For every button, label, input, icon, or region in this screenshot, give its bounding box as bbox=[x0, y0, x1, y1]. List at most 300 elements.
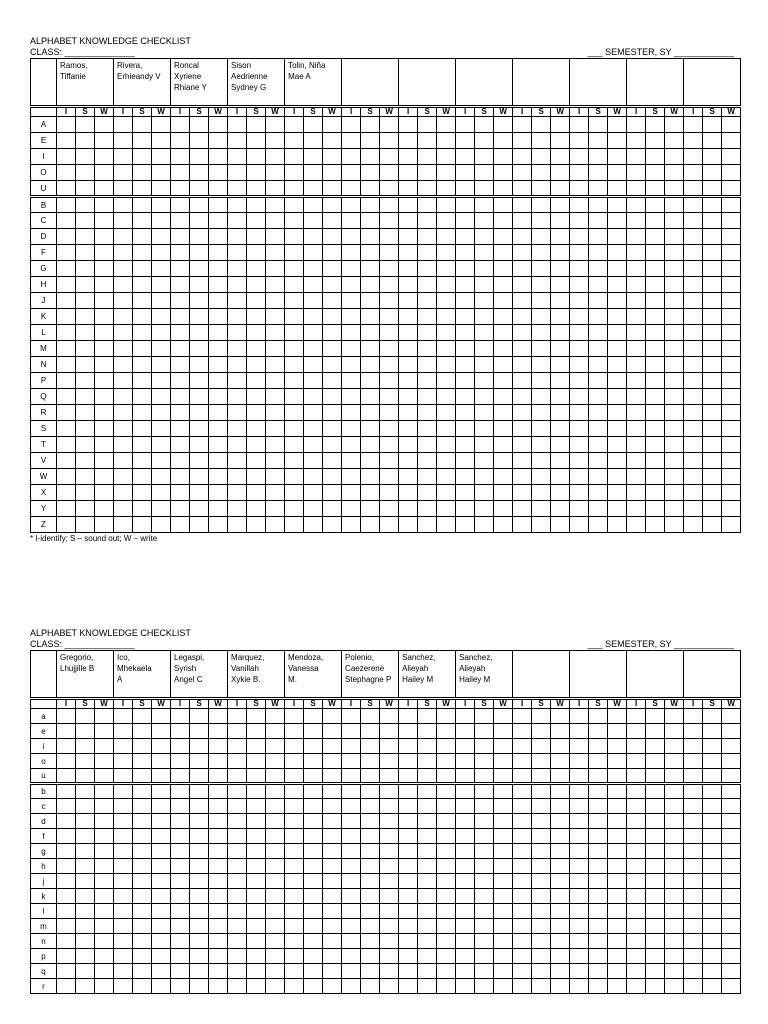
check-cell[interactable] bbox=[209, 949, 228, 964]
check-cell[interactable] bbox=[342, 724, 361, 739]
check-cell[interactable] bbox=[133, 165, 152, 181]
check-cell[interactable] bbox=[418, 373, 437, 389]
check-cell[interactable] bbox=[608, 341, 627, 357]
check-cell[interactable] bbox=[532, 293, 551, 309]
check-cell[interactable] bbox=[646, 165, 665, 181]
check-cell[interactable] bbox=[494, 784, 513, 799]
check-cell[interactable] bbox=[304, 501, 323, 517]
check-cell[interactable] bbox=[76, 325, 95, 341]
check-cell[interactable] bbox=[684, 859, 703, 874]
check-cell[interactable] bbox=[475, 949, 494, 964]
check-cell[interactable] bbox=[228, 501, 247, 517]
check-cell[interactable] bbox=[589, 829, 608, 844]
check-cell[interactable] bbox=[399, 309, 418, 325]
check-cell[interactable] bbox=[589, 919, 608, 934]
check-cell[interactable] bbox=[228, 309, 247, 325]
check-cell[interactable] bbox=[608, 949, 627, 964]
check-cell[interactable] bbox=[684, 405, 703, 421]
check-cell[interactable] bbox=[266, 979, 285, 994]
check-cell[interactable] bbox=[418, 245, 437, 261]
check-cell[interactable] bbox=[361, 501, 380, 517]
check-cell[interactable] bbox=[323, 485, 342, 501]
check-cell[interactable] bbox=[551, 724, 570, 739]
check-cell[interactable] bbox=[228, 213, 247, 229]
check-cell[interactable] bbox=[152, 724, 171, 739]
check-cell[interactable] bbox=[266, 469, 285, 485]
check-cell[interactable] bbox=[494, 405, 513, 421]
check-cell[interactable] bbox=[665, 799, 684, 814]
check-cell[interactable] bbox=[266, 844, 285, 859]
check-cell[interactable] bbox=[437, 964, 456, 979]
check-cell[interactable] bbox=[152, 469, 171, 485]
check-cell[interactable] bbox=[627, 117, 646, 133]
check-cell[interactable] bbox=[589, 389, 608, 405]
check-cell[interactable] bbox=[171, 117, 190, 133]
check-cell[interactable] bbox=[152, 949, 171, 964]
check-cell[interactable] bbox=[456, 784, 475, 799]
check-cell[interactable] bbox=[152, 181, 171, 197]
check-cell[interactable] bbox=[399, 979, 418, 994]
check-cell[interactable] bbox=[494, 421, 513, 437]
check-cell[interactable] bbox=[57, 814, 76, 829]
check-cell[interactable] bbox=[247, 517, 266, 533]
check-cell[interactable] bbox=[57, 357, 76, 373]
check-cell[interactable] bbox=[570, 769, 589, 784]
check-cell[interactable] bbox=[171, 799, 190, 814]
check-cell[interactable] bbox=[437, 739, 456, 754]
check-cell[interactable] bbox=[627, 181, 646, 197]
check-cell[interactable] bbox=[76, 357, 95, 373]
check-cell[interactable] bbox=[171, 949, 190, 964]
check-cell[interactable] bbox=[589, 799, 608, 814]
check-cell[interactable] bbox=[171, 889, 190, 904]
check-cell[interactable] bbox=[380, 437, 399, 453]
check-cell[interactable] bbox=[722, 829, 741, 844]
check-cell[interactable] bbox=[95, 149, 114, 165]
check-cell[interactable] bbox=[361, 341, 380, 357]
check-cell[interactable] bbox=[399, 453, 418, 469]
check-cell[interactable] bbox=[494, 919, 513, 934]
check-cell[interactable] bbox=[418, 724, 437, 739]
check-cell[interactable] bbox=[494, 309, 513, 325]
check-cell[interactable] bbox=[171, 934, 190, 949]
check-cell[interactable] bbox=[171, 964, 190, 979]
check-cell[interactable] bbox=[399, 149, 418, 165]
check-cell[interactable] bbox=[95, 245, 114, 261]
check-cell[interactable] bbox=[570, 844, 589, 859]
check-cell[interactable] bbox=[304, 904, 323, 919]
check-cell[interactable] bbox=[323, 181, 342, 197]
check-cell[interactable] bbox=[152, 293, 171, 309]
check-cell[interactable] bbox=[608, 934, 627, 949]
check-cell[interactable] bbox=[304, 389, 323, 405]
check-cell[interactable] bbox=[323, 117, 342, 133]
check-cell[interactable] bbox=[285, 245, 304, 261]
check-cell[interactable] bbox=[266, 859, 285, 874]
check-cell[interactable] bbox=[456, 405, 475, 421]
check-cell[interactable] bbox=[494, 133, 513, 149]
check-cell[interactable] bbox=[475, 814, 494, 829]
check-cell[interactable] bbox=[323, 469, 342, 485]
check-cell[interactable] bbox=[399, 261, 418, 277]
check-cell[interactable] bbox=[285, 325, 304, 341]
check-cell[interactable] bbox=[171, 293, 190, 309]
check-cell[interactable] bbox=[95, 934, 114, 949]
check-cell[interactable] bbox=[247, 501, 266, 517]
check-cell[interactable] bbox=[532, 964, 551, 979]
check-cell[interactable] bbox=[247, 964, 266, 979]
check-cell[interactable] bbox=[190, 117, 209, 133]
check-cell[interactable] bbox=[304, 485, 323, 501]
check-cell[interactable] bbox=[608, 325, 627, 341]
check-cell[interactable] bbox=[285, 859, 304, 874]
check-cell[interactable] bbox=[285, 437, 304, 453]
check-cell[interactable] bbox=[627, 934, 646, 949]
check-cell[interactable] bbox=[209, 357, 228, 373]
check-cell[interactable] bbox=[95, 421, 114, 437]
check-cell[interactable] bbox=[722, 197, 741, 213]
check-cell[interactable] bbox=[532, 769, 551, 784]
check-cell[interactable] bbox=[171, 979, 190, 994]
check-cell[interactable] bbox=[114, 784, 133, 799]
check-cell[interactable] bbox=[418, 859, 437, 874]
check-cell[interactable] bbox=[342, 814, 361, 829]
check-cell[interactable] bbox=[646, 485, 665, 501]
check-cell[interactable] bbox=[76, 501, 95, 517]
check-cell[interactable] bbox=[285, 469, 304, 485]
check-cell[interactable] bbox=[684, 293, 703, 309]
check-cell[interactable] bbox=[513, 964, 532, 979]
check-cell[interactable] bbox=[532, 181, 551, 197]
check-cell[interactable] bbox=[114, 165, 133, 181]
check-cell[interactable] bbox=[57, 769, 76, 784]
check-cell[interactable] bbox=[247, 181, 266, 197]
check-cell[interactable] bbox=[361, 469, 380, 485]
check-cell[interactable] bbox=[627, 421, 646, 437]
check-cell[interactable] bbox=[665, 133, 684, 149]
check-cell[interactable] bbox=[532, 739, 551, 754]
check-cell[interactable] bbox=[722, 117, 741, 133]
check-cell[interactable] bbox=[76, 979, 95, 994]
check-cell[interactable] bbox=[209, 437, 228, 453]
check-cell[interactable] bbox=[190, 517, 209, 533]
check-cell[interactable] bbox=[228, 739, 247, 754]
check-cell[interactable] bbox=[418, 469, 437, 485]
check-cell[interactable] bbox=[665, 517, 684, 533]
check-cell[interactable] bbox=[190, 373, 209, 389]
check-cell[interactable] bbox=[551, 389, 570, 405]
check-cell[interactable] bbox=[589, 325, 608, 341]
check-cell[interactable] bbox=[361, 859, 380, 874]
check-cell[interactable] bbox=[399, 373, 418, 389]
check-cell[interactable] bbox=[171, 341, 190, 357]
check-cell[interactable] bbox=[57, 709, 76, 724]
check-cell[interactable] bbox=[722, 769, 741, 784]
check-cell[interactable] bbox=[475, 874, 494, 889]
check-cell[interactable] bbox=[133, 373, 152, 389]
check-cell[interactable] bbox=[513, 754, 532, 769]
check-cell[interactable] bbox=[361, 325, 380, 341]
check-cell[interactable] bbox=[247, 754, 266, 769]
check-cell[interactable] bbox=[380, 133, 399, 149]
check-cell[interactable] bbox=[323, 874, 342, 889]
check-cell[interactable] bbox=[133, 709, 152, 724]
check-cell[interactable] bbox=[342, 325, 361, 341]
check-cell[interactable] bbox=[133, 437, 152, 453]
check-cell[interactable] bbox=[551, 844, 570, 859]
check-cell[interactable] bbox=[342, 245, 361, 261]
check-cell[interactable] bbox=[551, 341, 570, 357]
check-cell[interactable] bbox=[570, 437, 589, 453]
check-cell[interactable] bbox=[209, 117, 228, 133]
check-cell[interactable] bbox=[114, 421, 133, 437]
check-cell[interactable] bbox=[608, 261, 627, 277]
check-cell[interactable] bbox=[95, 453, 114, 469]
check-cell[interactable] bbox=[456, 739, 475, 754]
check-cell[interactable] bbox=[247, 453, 266, 469]
check-cell[interactable] bbox=[304, 919, 323, 934]
check-cell[interactable] bbox=[665, 829, 684, 844]
check-cell[interactable] bbox=[228, 859, 247, 874]
check-cell[interactable] bbox=[494, 485, 513, 501]
check-cell[interactable] bbox=[494, 181, 513, 197]
check-cell[interactable] bbox=[551, 197, 570, 213]
check-cell[interactable] bbox=[437, 485, 456, 501]
check-cell[interactable] bbox=[228, 437, 247, 453]
check-cell[interactable] bbox=[57, 799, 76, 814]
check-cell[interactable] bbox=[95, 739, 114, 754]
check-cell[interactable] bbox=[570, 389, 589, 405]
check-cell[interactable] bbox=[646, 437, 665, 453]
check-cell[interactable] bbox=[266, 949, 285, 964]
check-cell[interactable] bbox=[722, 724, 741, 739]
check-cell[interactable] bbox=[76, 245, 95, 261]
check-cell[interactable] bbox=[190, 197, 209, 213]
check-cell[interactable] bbox=[323, 245, 342, 261]
check-cell[interactable] bbox=[646, 341, 665, 357]
check-cell[interactable] bbox=[323, 293, 342, 309]
check-cell[interactable] bbox=[304, 874, 323, 889]
check-cell[interactable] bbox=[608, 213, 627, 229]
check-cell[interactable] bbox=[608, 357, 627, 373]
check-cell[interactable] bbox=[171, 814, 190, 829]
check-cell[interactable] bbox=[570, 754, 589, 769]
check-cell[interactable] bbox=[665, 213, 684, 229]
check-cell[interactable] bbox=[133, 229, 152, 245]
check-cell[interactable] bbox=[513, 799, 532, 814]
check-cell[interactable] bbox=[304, 859, 323, 874]
check-cell[interactable] bbox=[665, 724, 684, 739]
check-cell[interactable] bbox=[152, 904, 171, 919]
check-cell[interactable] bbox=[266, 919, 285, 934]
check-cell[interactable] bbox=[513, 245, 532, 261]
check-cell[interactable] bbox=[570, 979, 589, 994]
check-cell[interactable] bbox=[513, 421, 532, 437]
check-cell[interactable] bbox=[114, 325, 133, 341]
check-cell[interactable] bbox=[209, 133, 228, 149]
check-cell[interactable] bbox=[665, 814, 684, 829]
check-cell[interactable] bbox=[228, 517, 247, 533]
check-cell[interactable] bbox=[95, 373, 114, 389]
check-cell[interactable] bbox=[171, 277, 190, 293]
check-cell[interactable] bbox=[304, 197, 323, 213]
check-cell[interactable] bbox=[95, 389, 114, 405]
check-cell[interactable] bbox=[380, 769, 399, 784]
check-cell[interactable] bbox=[114, 149, 133, 165]
check-cell[interactable] bbox=[437, 197, 456, 213]
check-cell[interactable] bbox=[209, 724, 228, 739]
check-cell[interactable] bbox=[190, 754, 209, 769]
check-cell[interactable] bbox=[190, 889, 209, 904]
check-cell[interactable] bbox=[152, 874, 171, 889]
check-cell[interactable] bbox=[133, 293, 152, 309]
check-cell[interactable] bbox=[266, 389, 285, 405]
check-cell[interactable] bbox=[361, 904, 380, 919]
check-cell[interactable] bbox=[475, 859, 494, 874]
check-cell[interactable] bbox=[228, 799, 247, 814]
check-cell[interactable] bbox=[703, 739, 722, 754]
check-cell[interactable] bbox=[342, 949, 361, 964]
check-cell[interactable] bbox=[703, 421, 722, 437]
check-cell[interactable] bbox=[152, 784, 171, 799]
check-cell[interactable] bbox=[342, 799, 361, 814]
check-cell[interactable] bbox=[361, 517, 380, 533]
check-cell[interactable] bbox=[456, 309, 475, 325]
check-cell[interactable] bbox=[342, 309, 361, 325]
check-cell[interactable] bbox=[532, 117, 551, 133]
check-cell[interactable] bbox=[570, 709, 589, 724]
check-cell[interactable] bbox=[684, 277, 703, 293]
check-cell[interactable] bbox=[608, 197, 627, 213]
check-cell[interactable] bbox=[285, 904, 304, 919]
check-cell[interactable] bbox=[285, 724, 304, 739]
check-cell[interactable] bbox=[475, 904, 494, 919]
check-cell[interactable] bbox=[285, 739, 304, 754]
check-cell[interactable] bbox=[551, 213, 570, 229]
check-cell[interactable] bbox=[76, 229, 95, 245]
check-cell[interactable] bbox=[456, 724, 475, 739]
check-cell[interactable] bbox=[570, 964, 589, 979]
check-cell[interactable] bbox=[437, 754, 456, 769]
check-cell[interactable] bbox=[95, 501, 114, 517]
check-cell[interactable] bbox=[589, 277, 608, 293]
check-cell[interactable] bbox=[665, 844, 684, 859]
check-cell[interactable] bbox=[323, 501, 342, 517]
check-cell[interactable] bbox=[456, 261, 475, 277]
check-cell[interactable] bbox=[456, 501, 475, 517]
check-cell[interactable] bbox=[437, 341, 456, 357]
check-cell[interactable] bbox=[247, 814, 266, 829]
check-cell[interactable] bbox=[247, 859, 266, 874]
check-cell[interactable] bbox=[608, 859, 627, 874]
check-cell[interactable] bbox=[513, 325, 532, 341]
check-cell[interactable] bbox=[380, 501, 399, 517]
check-cell[interactable] bbox=[437, 229, 456, 245]
check-cell[interactable] bbox=[722, 919, 741, 934]
check-cell[interactable] bbox=[418, 739, 437, 754]
check-cell[interactable] bbox=[551, 453, 570, 469]
check-cell[interactable] bbox=[95, 769, 114, 784]
check-cell[interactable] bbox=[76, 373, 95, 389]
check-cell[interactable] bbox=[323, 213, 342, 229]
check-cell[interactable] bbox=[703, 261, 722, 277]
check-cell[interactable] bbox=[589, 889, 608, 904]
check-cell[interactable] bbox=[513, 229, 532, 245]
check-cell[interactable] bbox=[95, 261, 114, 277]
check-cell[interactable] bbox=[665, 754, 684, 769]
check-cell[interactable] bbox=[152, 149, 171, 165]
check-cell[interactable] bbox=[190, 934, 209, 949]
check-cell[interactable] bbox=[646, 405, 665, 421]
check-cell[interactable] bbox=[399, 469, 418, 485]
check-cell[interactable] bbox=[570, 309, 589, 325]
check-cell[interactable] bbox=[152, 229, 171, 245]
check-cell[interactable] bbox=[171, 754, 190, 769]
check-cell[interactable] bbox=[114, 389, 133, 405]
check-cell[interactable] bbox=[513, 389, 532, 405]
check-cell[interactable] bbox=[266, 213, 285, 229]
check-cell[interactable] bbox=[722, 293, 741, 309]
check-cell[interactable] bbox=[285, 341, 304, 357]
check-cell[interactable] bbox=[684, 453, 703, 469]
check-cell[interactable] bbox=[703, 501, 722, 517]
check-cell[interactable] bbox=[95, 133, 114, 149]
check-cell[interactable] bbox=[247, 149, 266, 165]
check-cell[interactable] bbox=[342, 261, 361, 277]
check-cell[interactable] bbox=[570, 904, 589, 919]
check-cell[interactable] bbox=[437, 814, 456, 829]
check-cell[interactable] bbox=[589, 421, 608, 437]
check-cell[interactable] bbox=[646, 517, 665, 533]
check-cell[interactable] bbox=[532, 814, 551, 829]
check-cell[interactable] bbox=[323, 149, 342, 165]
check-cell[interactable] bbox=[494, 229, 513, 245]
check-cell[interactable] bbox=[342, 421, 361, 437]
check-cell[interactable] bbox=[494, 165, 513, 181]
check-cell[interactable] bbox=[513, 117, 532, 133]
check-cell[interactable] bbox=[570, 149, 589, 165]
check-cell[interactable] bbox=[608, 889, 627, 904]
check-cell[interactable] bbox=[190, 859, 209, 874]
check-cell[interactable] bbox=[627, 709, 646, 724]
check-cell[interactable] bbox=[532, 373, 551, 389]
check-cell[interactable] bbox=[665, 889, 684, 904]
check-cell[interactable] bbox=[285, 485, 304, 501]
check-cell[interactable] bbox=[494, 197, 513, 213]
check-cell[interactable] bbox=[247, 277, 266, 293]
check-cell[interactable] bbox=[456, 799, 475, 814]
check-cell[interactable] bbox=[589, 485, 608, 501]
check-cell[interactable] bbox=[570, 799, 589, 814]
check-cell[interactable] bbox=[551, 421, 570, 437]
check-cell[interactable] bbox=[494, 769, 513, 784]
check-cell[interactable] bbox=[342, 181, 361, 197]
check-cell[interactable] bbox=[380, 245, 399, 261]
check-cell[interactable] bbox=[380, 799, 399, 814]
check-cell[interactable] bbox=[247, 309, 266, 325]
check-cell[interactable] bbox=[589, 133, 608, 149]
check-cell[interactable] bbox=[437, 165, 456, 181]
check-cell[interactable] bbox=[380, 964, 399, 979]
check-cell[interactable] bbox=[171, 904, 190, 919]
check-cell[interactable] bbox=[380, 261, 399, 277]
check-cell[interactable] bbox=[418, 814, 437, 829]
check-cell[interactable] bbox=[665, 874, 684, 889]
check-cell[interactable] bbox=[95, 165, 114, 181]
check-cell[interactable] bbox=[456, 829, 475, 844]
check-cell[interactable] bbox=[76, 133, 95, 149]
check-cell[interactable] bbox=[418, 341, 437, 357]
